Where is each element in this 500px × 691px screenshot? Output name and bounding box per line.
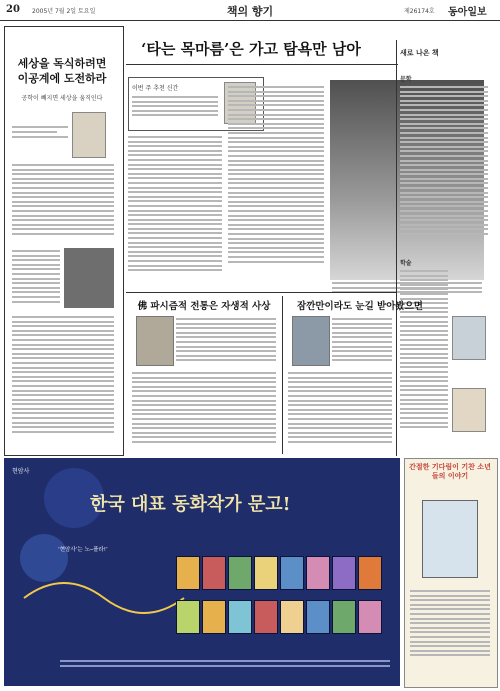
- book-cover-image: [332, 556, 356, 590]
- book-cover-image: [358, 600, 382, 634]
- article-headline: 佛 파시즘적 전통은 자생적 사상: [137, 301, 271, 312]
- book-intro-label: 이번 주 추천 신간: [132, 85, 179, 92]
- book-cover-image: [306, 600, 330, 634]
- book-cover-image: [358, 556, 382, 590]
- book-cover-image: [202, 556, 226, 590]
- book-cover-image: [254, 556, 278, 590]
- ad-logo: 현암사: [12, 468, 30, 475]
- main-headline: ‘타는 목마름’은 가고 탐욕만 남아: [141, 40, 361, 58]
- book-cover-image: [422, 500, 478, 578]
- column-subtitle: 공학이 빼지면 세상을 움직인다: [21, 95, 103, 102]
- issue-date: 2005년 7월 2일 토요일: [32, 8, 96, 15]
- ad-headline: 한국 대표 동화작가 문고!: [90, 494, 291, 515]
- issue-number: 제26174호: [404, 8, 435, 15]
- sidebar-list: [400, 86, 488, 238]
- article-headline: 잠깐만이라도 눈길 받아봤으면: [297, 301, 423, 312]
- column-body-2: [12, 250, 60, 305]
- book-cover-image: [452, 316, 486, 360]
- column-body-3: [12, 316, 114, 435]
- column-headline: 세상을 독식하려면 이공계에 도전하라: [17, 57, 107, 85]
- book-cover-image: [176, 600, 200, 634]
- book-cover-image: [280, 556, 304, 590]
- sidebar-list-2: [400, 270, 448, 431]
- divider: [126, 64, 398, 65]
- page-number: 20: [6, 4, 20, 15]
- sidebar-section-literature: 문학: [400, 76, 412, 83]
- book-cover-image: [72, 112, 106, 158]
- article-body: [332, 318, 392, 364]
- book-cover-image: [452, 388, 486, 432]
- book-cover-image: [228, 556, 252, 590]
- column-divider: [396, 40, 397, 456]
- author-photo: [64, 248, 114, 308]
- book-cover-image: [202, 600, 226, 634]
- book-cover-image: [280, 600, 304, 634]
- divider: [126, 292, 396, 293]
- article-body-2: [228, 86, 324, 265]
- book-cover-image: [306, 556, 330, 590]
- book-cover-image: [292, 316, 330, 366]
- book-cover-image: [228, 600, 252, 634]
- book-cover-image: [332, 600, 356, 634]
- article-body: [128, 136, 222, 274]
- article-body: [176, 318, 276, 364]
- newspaper-brand: 동아일보: [448, 7, 487, 18]
- column-text: [12, 126, 68, 141]
- book-cover-image: [176, 556, 200, 590]
- sidebar-title: 새로 나온 책: [400, 49, 439, 57]
- side-ad-headline: 간절한 기다림이 기찬 소년들의 이야기: [409, 463, 491, 480]
- section-title: 책의 향기: [226, 5, 274, 18]
- book-cover-image: [136, 316, 174, 366]
- ad-tagline: ‘현암사’는 노─플라!’: [58, 547, 108, 553]
- article-body: [132, 372, 276, 446]
- sidebar-section-academic: 학술: [400, 260, 412, 267]
- book-cover-image: [254, 600, 278, 634]
- column-body: [12, 164, 114, 238]
- article-body: [288, 372, 392, 446]
- column-divider: [282, 296, 283, 454]
- ad-footer-text: [60, 660, 390, 669]
- intro-text: [132, 96, 218, 119]
- side-ad-text: [410, 590, 490, 659]
